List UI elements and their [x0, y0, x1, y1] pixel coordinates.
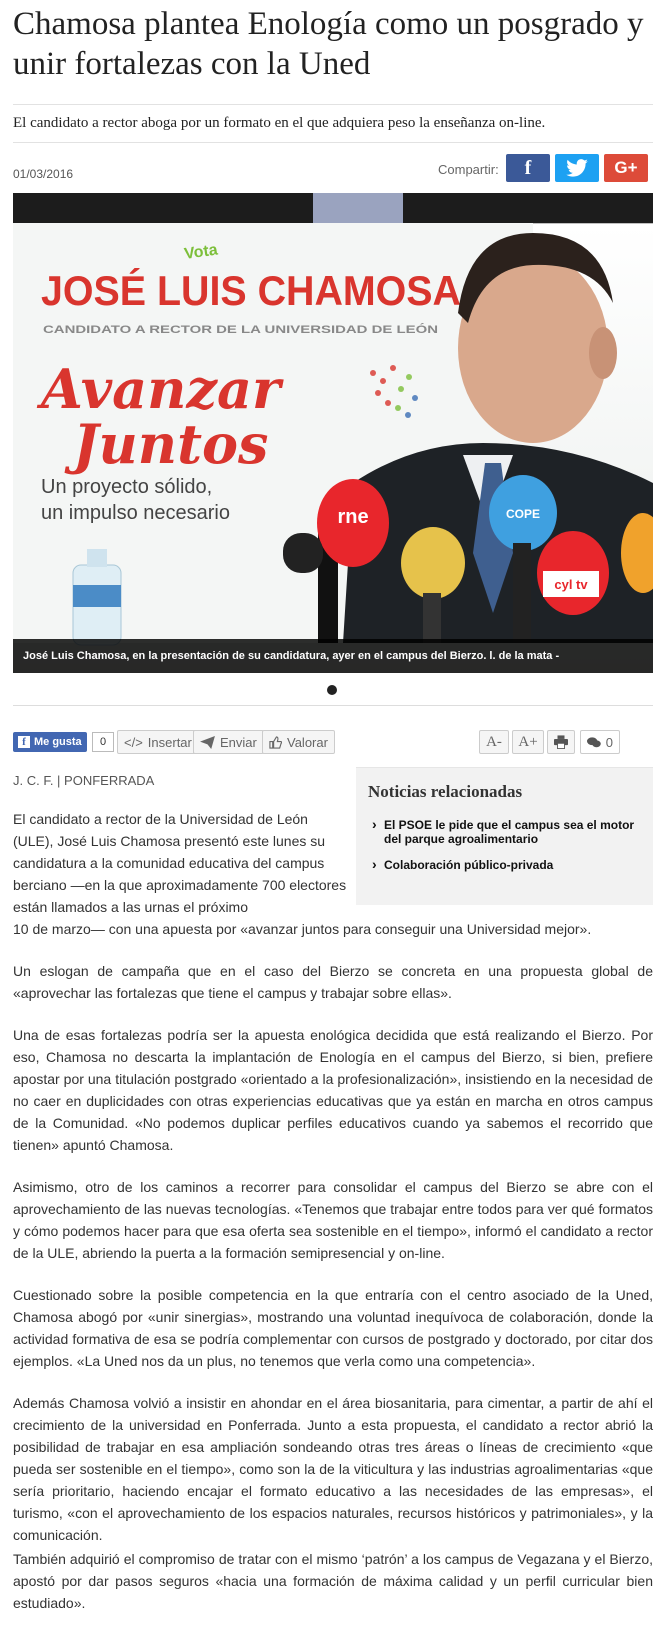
divider: [13, 104, 653, 105]
banner-subtitle: CANDIDATO A RECTOR DE LA UNIVERSIDAD DE LEÓN: [43, 324, 334, 336]
banner-tagline-1: Un proyecto sólido,: [41, 476, 213, 498]
paragraph-3: Una de esas fortalezas podría ser la apuesta enológica decidida que está realizando el Bierzo. Por eso, Chamosa no descarta la implantación de Enología en el campus del Bierzo, si bien, prefiere apostar por una titulación postgrado «orientado a la profesionalización», insistiendo en la necesidad de no caer en duplicidades con otras experiencias educativas que ya están en marcha en otros campus de la Comunidad. «No podemos duplicar perfiles educativos cuando ya sabemos el recorrido que tienen» apuntó Chamosa.: [13, 1027, 653, 1153]
divider: [13, 142, 653, 143]
paragraph-2: Un eslogan de campaña que en el caso del Bierzo se concreta en una propuesta global de «aprovechar las fortalezas que tiene el campus y trabajar sobre ellas».: [13, 963, 653, 1001]
related-news-title: Noticias relacionadas: [368, 782, 523, 801]
facebook-icon: f: [18, 736, 30, 748]
banner-slogan-1: Avanzar: [41, 357, 281, 421]
mic-cyltv-label: cyl tv: [554, 577, 588, 592]
rate-label: Valorar: [287, 734, 328, 750]
paragraph-1-end: 10 de marzo— con una apuesta por «avanzar juntos para conseguir una Universidad mejor».: [13, 921, 592, 937]
font-smaller-label: A-: [486, 733, 502, 750]
facebook-like-button[interactable]: [13, 732, 87, 752]
share-label: Compartir:: [438, 162, 499, 177]
photo-illustration: [13, 193, 653, 673]
paragraph-1-start: El candidato a rector de la Universidad de León (ULE), José Luis Chamosa presentó este lunes su candidatura a la comunidad educativa del campus berciano —en la que aproximadamente 700 electores están llamados a las urnas el próximo: [13, 811, 347, 915]
byline: J. C. F. | PONFERRADA: [13, 773, 155, 788]
share-google-plus-button[interactable]: [604, 154, 648, 182]
thumbs-up-icon: [269, 736, 282, 749]
paragraph-5: Cuestionado sobre la posible competencia en la que entraría con el centro asociado de la Uned, Chamosa abogó por «unir sinergias», mostrando una voluntad inequívoca de colaboración, donde la actividad formativa de esa se podría complementar con cursos de postgrado y doctorado, por citar dos ejemplos. «La Uned nos da un plus, no tenemos que verla como una competencia».: [13, 1287, 653, 1369]
mic-rne-label: rne: [337, 506, 369, 528]
paragraph-7: También adquirió el compromiso de tratar con el mismo ‘patrón’ a los campus de Vegazana y el Bierzo, apostó por dar pasos seguros «hacia una formación de máxima calidad y un perfil curricular bien estudiado».: [13, 1551, 653, 1611]
mic-cope-label: COPE: [505, 507, 541, 521]
twitter-icon: [566, 159, 588, 177]
code-icon: </>: [124, 734, 143, 750]
font-larger-button[interactable]: [512, 730, 544, 754]
comments-button[interactable]: [580, 730, 620, 754]
photo-caption: José Luis Chamosa, en la presentación de su candidatura, ayer en el campus del Bierzo. l. de la mata -: [13, 639, 653, 673]
print-button[interactable]: [547, 730, 575, 754]
paper-plane-icon: [200, 736, 215, 749]
printer-icon: [554, 735, 568, 749]
banner-name: JOSÉ LUIS CHAMOSA: [41, 267, 461, 314]
share-twitter-button[interactable]: [555, 154, 599, 182]
facebook-like-count: 0: [92, 732, 114, 752]
rate-button[interactable]: [262, 730, 335, 754]
banner-tagline-2: un impulso necesario: [41, 502, 230, 524]
send-button[interactable]: [193, 730, 264, 754]
font-larger-label: A+: [518, 733, 538, 750]
banner-vota: Vota: [183, 241, 219, 263]
comments-count: 0: [605, 734, 613, 750]
facebook-icon: f: [524, 156, 532, 179]
embed-button[interactable]: [117, 730, 199, 754]
paragraph-6: Además Chamosa volvió a insistir en ahondar en el área biosanitaria, para cimentar, a partir de ahí el crecimiento de la universidad en Ponferrada. Junto a esta propuesta, el candidato a rector abrió la posibilidad de trabajar en esa ampliación sondeando otras tres áreas o líneas de crecimiento «que pueda ser sostenible en el tiempo», como son la de la viticultura y las industrias agroalimentarias «que sería prioritario, haciendo encajar el formato educativo a las necesidades de las empresas», el turismo, «con el aprovechamiento de los espacios naturales, recursos históricos y patrimoniales», y la comunicación.: [13, 1395, 653, 1543]
slider-dot-active[interactable]: [327, 685, 337, 695]
facebook-like-label: Me gusta: [34, 736, 82, 748]
related-news-item[interactable]: › El PSOE le pide que el campus sea el motor del parque agroalimentario: [368, 818, 641, 846]
share-facebook-button[interactable]: [506, 154, 550, 182]
article-date: 01/03/2016: [13, 167, 74, 181]
google-plus-icon: G+: [614, 158, 638, 177]
article-headline: Chamosa plantea Enología como un posgrado y unir fortalezas con la Uned: [13, 6, 644, 82]
related-news-item[interactable]: › Colaboración público-privada: [368, 858, 641, 872]
font-smaller-button[interactable]: [479, 730, 509, 754]
comments-icon: [587, 736, 601, 749]
banner-slogan-2: Juntos: [73, 412, 269, 476]
embed-label: Insertar: [147, 734, 192, 750]
article-photo: [13, 193, 653, 673]
article-subtitle: El candidato a rector aboga por un formato en el que adquiera peso la enseñanza on-line.: [13, 115, 546, 131]
related-news-box: [356, 767, 653, 905]
paragraph-4: Asimismo, otro de los caminos a recorrer para consolidar el campus del Bierzo se abre con el aprovechamiento de las nuevas tecnologías. «Tenemos que trabajar entre todos para ver qué formatos y cómo podemos hacer para que esa oferta sea sostenible en el tiempo», informó el candidato a rector de la ULE, abriendo la puerta a la formación semipresencial y on-line.: [13, 1179, 653, 1261]
send-label: Enviar: [220, 734, 257, 750]
